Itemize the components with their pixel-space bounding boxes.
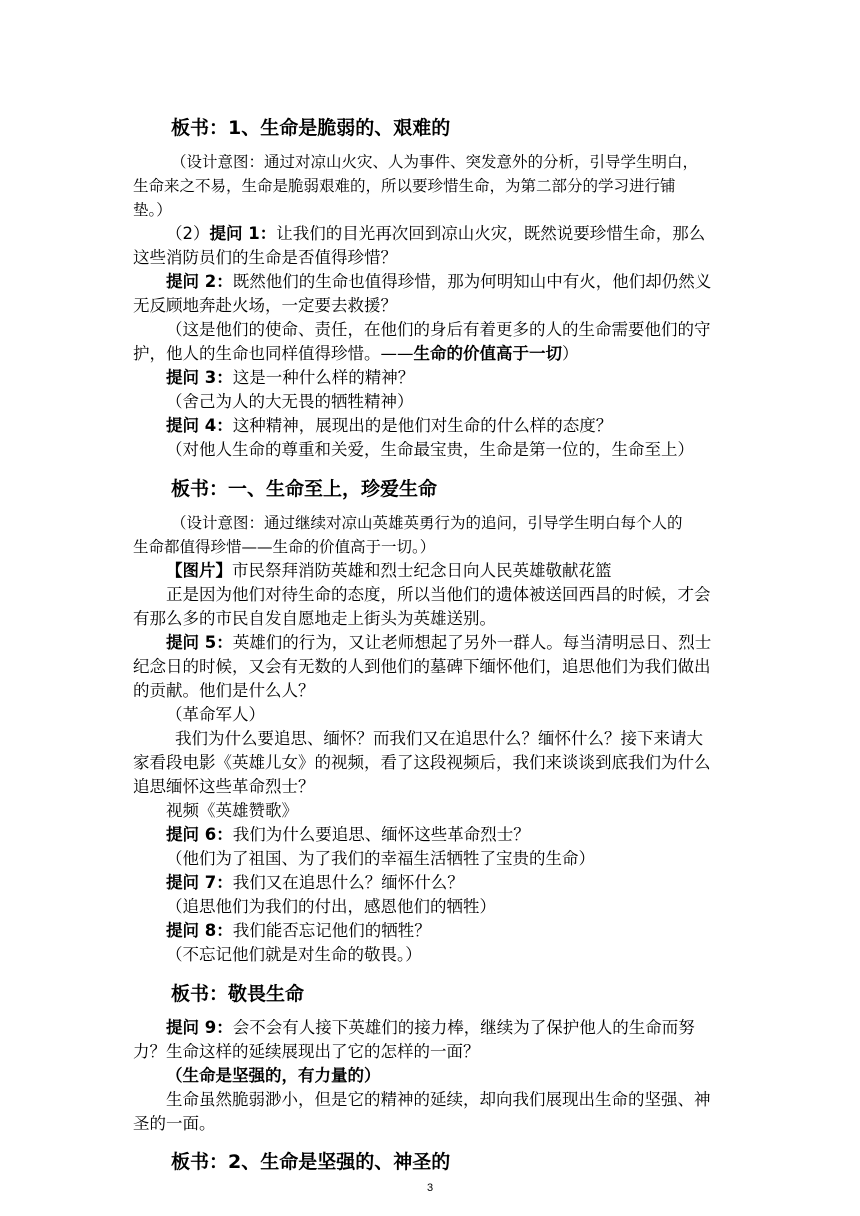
question-4 — [166, 414, 612, 438]
paragraph-3-line-2: 圣的一面。 — [133, 1114, 216, 1133]
question-2-label: 提问 2： — [166, 272, 233, 291]
answer-4: （对他人生命的尊重和关爱，生命最宝贵，生命是第一位的，生命至上） — [166, 440, 694, 459]
question-5-line-2: 纪念日的时候，又会有无数的人到他们的墓碑下缅怀他们，追思他们为我们做出 — [133, 657, 711, 676]
question-3 — [166, 366, 414, 390]
question-9 — [166, 1016, 695, 1040]
answer-2-line-2 — [133, 342, 579, 366]
question-5 — [166, 631, 711, 655]
design-intent-1-line-3: 垫。） — [133, 201, 172, 219]
board-heading-1: 板书：1、生命是脆弱的、艰难的 — [171, 117, 451, 139]
board-heading-4: 板书：2、生命是坚强的、神圣的 — [171, 1151, 451, 1173]
answer-9: （生命是坚强的，有力量的） — [166, 1066, 381, 1085]
paragraph-1-line-2: 有那么多的市民自发自愿地走上街头为英雄送别。 — [133, 609, 496, 628]
question-4-label: 提问 4： — [166, 416, 233, 435]
question-7-text: 我们又在追思什么？缅怀什么？ — [232, 873, 464, 892]
question-9-line-2: 力？生命这样的延续展现出了它的怎样的一面？ — [133, 1042, 480, 1061]
answer-7: （追思他们为我们的付出，感恩他们的牺牲） — [166, 897, 496, 916]
question-7-label: 提问 7： — [166, 873, 233, 892]
question-5-label: 提问 5： — [166, 633, 233, 652]
answer-2-line-1: （这是他们的使命、责任，在他们的身后有着更多的人的生命需要他们的守 — [166, 320, 711, 339]
question-9-text: 会不会有人接下英雄们的接力棒，继续为了保护他人的生命而努 — [232, 1018, 695, 1037]
question-5-line-3: 的贡献。他们是什么人？ — [133, 681, 315, 700]
video-title: 视频《英雄赞歌》 — [166, 801, 298, 820]
question-4-text: 这种精神，展现出的是他们对生命的什么样的态度？ — [232, 416, 613, 435]
paragraph-2-line-3: 追思缅怀这些革命烈士？ — [133, 777, 315, 796]
question-9-label: 提问 9： — [166, 1018, 233, 1037]
answer-2-close: ） — [562, 344, 579, 363]
question-5-text: 英雄们的行为，又让老师想起了另外一群人。每当清明忌日、烈士 — [232, 633, 712, 652]
answer-5: （革命军人） — [166, 705, 265, 724]
question-2-line-2: 无反顾地奔赴火场，一定要去救援？ — [133, 296, 397, 315]
question-6 — [166, 823, 530, 847]
design-intent-1-line-2: 生命来之不易，生命是脆弱艰难的，所以要珍惜生命，为第二部分的学习进行铺 — [133, 177, 676, 195]
paragraph-2-line-2: 家看段电影《英雄儿女》的视频，看了这段视频后，我们来谈谈到底我们为什么 — [133, 753, 711, 772]
design-intent-2-line-2: 生命都值得珍惜——生命的价值高于一切。） — [133, 538, 436, 556]
paragraph-1-line-1: 正是因为他们对待生命的态度，所以当他们的遗体被送回西昌的时候，才会 — [166, 585, 711, 604]
answer-2-emphasis: 生命的价值高于一切 — [413, 344, 562, 363]
answer-8: （不忘记他们就是对生命的敬畏。） — [166, 945, 422, 964]
answer-3: （舍己为人的大无畏的牺牲精神） — [166, 392, 414, 411]
question-1-text: 让我们的目光再次回到凉山火灾，既然说要珍惜生命，那么 — [276, 224, 706, 243]
question-3-text: 这是一种什么样的精神？ — [232, 368, 415, 387]
question-6-text: 我们为什么要追思、缅怀这些革命烈士？ — [232, 825, 530, 844]
paragraph-2-line-1: 我们为什么要追思、缅怀？而我们又在追思什么？缅怀什么？接下来请大 — [175, 729, 703, 748]
question-1-label: 提问 1： — [209, 224, 277, 243]
page-number: 3 — [426, 1182, 434, 1194]
question-3-label: 提问 3： — [166, 368, 233, 387]
design-intent-2-line-1: （设计意图：通过继续对凉山英雄英勇行为的追问，引导学生明白每个人的 — [171, 514, 683, 532]
paragraph-3-line-1: 生命虽然脆弱渺小，但是它的精神的延续，却向我们展现出生命的坚强、神 — [166, 1090, 711, 1109]
design-intent-1-line-1: （设计意图：通过对凉山火灾、人为事件、突发意外的分析，引导学生明白， — [171, 153, 699, 171]
board-heading-3: 板书：敬畏生命 — [171, 983, 305, 1005]
answer-2-text: 护，他人的生命也同样值得珍惜。—— — [133, 344, 414, 363]
question-1 — [166, 222, 705, 246]
question-1-prefix: （2） — [166, 224, 210, 243]
question-2 — [166, 270, 711, 294]
question-2-text: 既然他们的生命也值得珍惜，那为何明知山中有火，他们却仍然义 — [232, 272, 712, 291]
question-8 — [166, 919, 431, 943]
question-6-label: 提问 6： — [166, 825, 233, 844]
answer-6: （他们为了祖国、为了我们的幸福生活牺牲了宝贵的生命） — [166, 849, 595, 868]
picture-label: 【图片】 — [166, 561, 232, 580]
question-8-label: 提问 8： — [166, 921, 233, 940]
question-1-line-2: 这些消防员们的生命是否值得珍惜？ — [133, 248, 397, 267]
question-8-text: 我们能否忘记他们的牺牲？ — [232, 921, 431, 940]
picture-text: 市民祭拜消防英雄和烈士纪念日向人民英雄敬献花篮 — [232, 561, 612, 580]
question-7 — [166, 871, 464, 895]
board-heading-2: 板书：一、生命至上，珍爱生命 — [171, 478, 438, 500]
picture-caption — [166, 559, 612, 583]
